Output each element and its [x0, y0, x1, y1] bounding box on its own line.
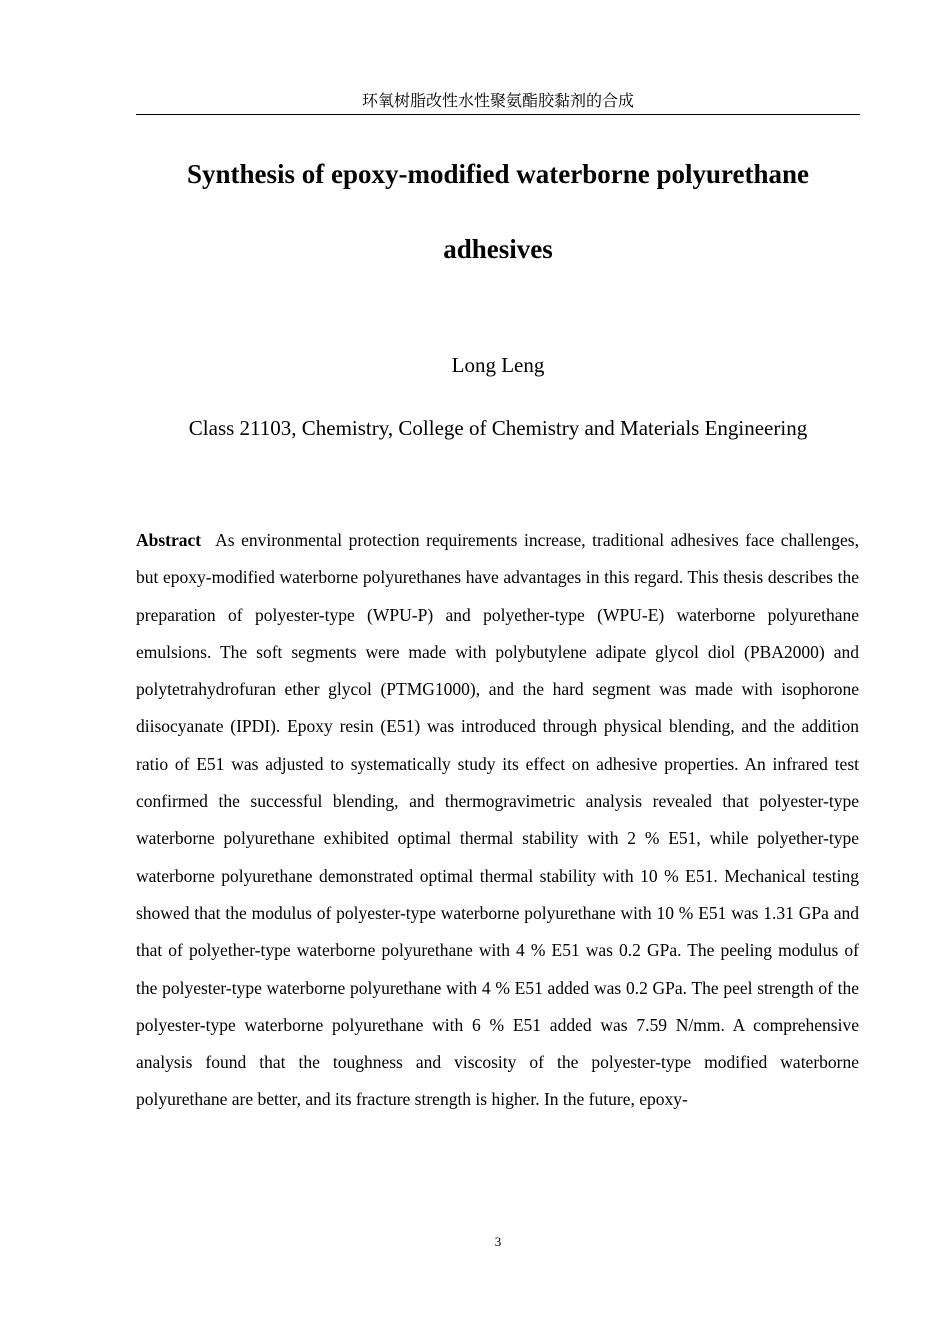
- paper-title: Synthesis of epoxy-modified waterborne polyurethane adhesives: [186, 159, 809, 264]
- author-affiliation: Class 21103, Chemistry, College of Chemistry and Materials Engineering: [188, 416, 808, 440]
- abstract-text: As environmental protection requirements increase, traditional adhesives face challenges, but epoxy-modified waterborne polyurethanes have advantages in this regard. This thesis describes the preparation of polyester-type (WPU-P) and polyether-type (WPU-E) waterborne polyurethane emulsions. The soft segments were made with polybutylene adipate glycol diol (PBA2000) and polytetrahydrofuran ether glycol (PTMG1000), and the hard segment was made with isophorone diisocyanate (IPDI). Epoxy resin (E51) was introduced through physical blending, and the addition ratio of E51 was adjusted to systematically study its effect on adhesive properties. An infrared test confirmed the successful blending, and thermogravimetric analysis revealed that polyester-type waterborne polyurethane exhibited optimal thermal stability with 2 % E51, while polyether-type waterborne polyurethane demonstrated optimal thermal stability with 10 % E51. Mechanical testing showed that the modulus of polyester-type waterborne polyurethane with 10 % E51 was 1.31 GPa and that of polyether-type waterborne polyurethane with 4 % E51 was 0.2 GPa. The peeling modulus of the polyester-type waterborne polyurethane with 4 % E51 added was 0.2 GPa. The peel strength of the polyester-type waterborne polyurethane with 6 % E51 added was 7.59 N/mm. A comprehensive analysis found that the toughness and viscosity of the polyester-type modified waterborne polyurethane are better, and its fracture strength is higher. In the future, epoxy-: [136, 530, 859, 1110]
- header-rule: [136, 114, 860, 115]
- abstract-paragraph: [136, 522, 859, 1119]
- abstract-label: Abstract: [136, 530, 202, 550]
- page-number: 3: [494, 1234, 502, 1249]
- running-header: 环氧树脂改性水性聚氨酯胶黏剂的合成: [361, 91, 634, 110]
- author-name: Long Leng: [451, 353, 545, 377]
